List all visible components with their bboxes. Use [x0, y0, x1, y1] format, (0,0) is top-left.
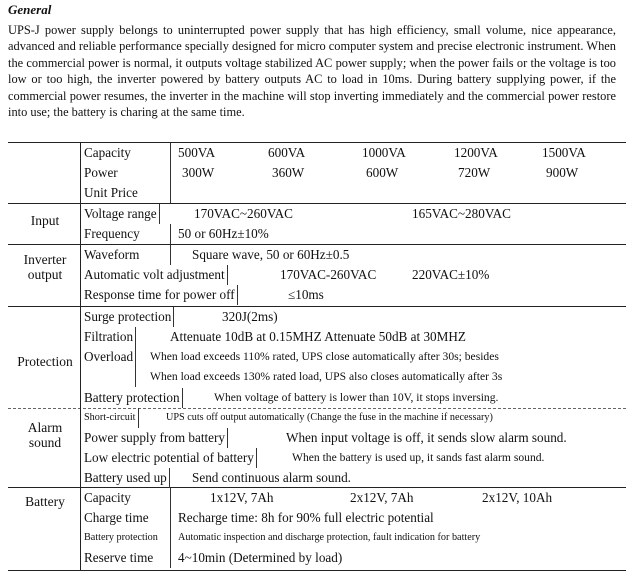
battery-capacity-row: [82, 488, 624, 508]
auto-volt-a: 170VAC-260VAC: [280, 267, 377, 282]
response-label: Response time for power off: [82, 285, 238, 305]
surge-label: Surge protection: [82, 307, 174, 327]
power-300: 300W: [182, 165, 215, 180]
power-360: 360W: [272, 165, 305, 180]
power-900: 900W: [546, 165, 579, 180]
battery-capacity-b: 2x12V, 7Ah: [350, 490, 414, 505]
capacity-1200: 1200VA: [454, 145, 498, 160]
auto-volt-label: Automatic volt adjustment: [82, 265, 228, 285]
battery-capacity-a: 1x12V, 7Ah: [210, 490, 274, 505]
capacity-label: Capacity: [82, 143, 171, 163]
alarm-supply-row: [82, 428, 624, 448]
power-label: Power: [82, 163, 171, 183]
reserve-time-label: Reserve time: [82, 548, 171, 568]
intro-paragraph: [8, 22, 616, 120]
response-value: ≤10ms: [288, 287, 324, 302]
short-circuit-label: Short-circuit: [82, 408, 139, 428]
power-600: 600W: [366, 165, 399, 180]
frequency-row: [82, 224, 624, 244]
unit-price-row: [82, 183, 624, 203]
voltage-label: Voltage range: [82, 204, 160, 224]
alarm-supply-value: When input voltage is off, it sends slow alarm sound.: [286, 430, 567, 445]
voltage-row: [82, 204, 624, 224]
battery-protection-row: [82, 388, 624, 408]
alarm-low-row: [82, 448, 624, 468]
category-inverter-line1: Inverter: [23, 252, 67, 267]
auto-volt-b: 220VAC±10%: [412, 267, 490, 282]
reserve-time-row: [82, 548, 624, 568]
section-heading: General: [8, 2, 52, 17]
filtration-value: Attenuate 10dB at 0.15MHZ Attenuate 50dB at 30MHZ: [170, 329, 466, 344]
filtration-row: [82, 327, 624, 347]
charge-time-row: [82, 508, 624, 528]
waveform-label: Waveform: [82, 245, 171, 265]
reserve-time-value: 4~10min (Determined by load): [178, 550, 343, 565]
category-input: Input: [30, 213, 60, 228]
battery-prot-label: Battery protection: [82, 528, 171, 548]
category-protection: Protection: [17, 354, 73, 369]
alarm-used-value: Send continuous alarm sound.: [192, 470, 351, 485]
battery-capacity-label: Capacity: [82, 488, 171, 508]
category-alarm-line2: sound: [28, 435, 62, 450]
battery-protection-value: When voltage of battery is lower than 10V, it stops inversing.: [214, 391, 499, 404]
battery-prot-row: [82, 528, 624, 548]
category-battery: Battery: [25, 494, 65, 509]
category-alarm-line1: Alarm: [27, 420, 63, 435]
charge-time-label: Charge time: [82, 508, 171, 528]
alarm-low-value: When the battery is used up, it sands fast alarm sound.: [292, 451, 545, 464]
auto-volt-row: [82, 265, 624, 285]
intro-text: UPS-J power supply belongs to uninterrupted power supply that has high efficiency, small volume, nice appearance, advanced and reliable performance specially designed for micro computer system and precise electronic instrument. When the commercial power is normal, it outputs voltage stabilized AC power supply; when the power fails or the voltage is too low or too high, the inverter powered by battery outputs AC to load in 10ms. During battery supplying power, if the commercial power resumes, the inverter in the machine will stop inverting immediately and the commercial power restore into use; the battery is charing at the same time.: [8, 23, 616, 120]
alarm-used-row: [82, 468, 624, 488]
table-bottom-border: [8, 570, 626, 571]
overload-line2: When load exceeds 130% rated load, UPS also closes automatically after 3s: [150, 370, 503, 383]
waveform-row: [82, 245, 624, 265]
voltage-value-b: 165VAC~280VAC: [412, 206, 511, 221]
alarm-used-label: Battery used up: [82, 468, 170, 488]
waveform-value: Square wave, 50 or 60Hz±0.5: [192, 247, 350, 262]
short-circuit-value: UPS cuts off output automatically (Change the fuse in the machine if necessary): [166, 412, 493, 423]
surge-row: [82, 307, 624, 327]
power-720: 720W: [458, 165, 491, 180]
battery-protection-label: Battery protection: [82, 388, 183, 408]
battery-prot-value: Automatic inspection and discharge protection, fault indication for battery: [178, 532, 481, 543]
overload-line1: When load exceeds 110% rated, UPS close automatically after 30s; besides: [150, 350, 499, 363]
category-divider: [80, 142, 81, 570]
capacity-row: [82, 143, 624, 163]
response-row: [82, 285, 624, 305]
alarm-supply-label: Power supply from battery: [82, 428, 228, 448]
category-inverter-line2: output: [27, 267, 63, 282]
battery-capacity-c: 2x12V, 10Ah: [482, 490, 553, 505]
filtration-label: Filtration: [82, 327, 136, 347]
capacity-1000: 1000VA: [362, 145, 406, 160]
power-row: [82, 163, 624, 183]
charge-time-value: Recharge time: 8h for 90% full electric potential: [178, 510, 434, 525]
capacity-600: 600VA: [268, 145, 306, 160]
short-circuit-row: [82, 408, 624, 428]
capacity-500: 500VA: [178, 145, 216, 160]
surge-value: 320J(2ms): [222, 309, 278, 324]
category-alarm: [10, 420, 80, 450]
unit-price-label: Unit Price: [82, 183, 171, 203]
overload-label: Overload: [82, 347, 136, 387]
capacity-1500: 1500VA: [542, 145, 586, 160]
frequency-label: Frequency: [82, 224, 171, 244]
frequency-value: 50 or 60Hz±10%: [178, 226, 269, 241]
alarm-low-label: Low electric potential of battery: [82, 448, 257, 468]
overload-row: [82, 347, 624, 383]
category-inverter: [10, 252, 80, 282]
voltage-value-a: 170VAC~260VAC: [194, 206, 293, 221]
